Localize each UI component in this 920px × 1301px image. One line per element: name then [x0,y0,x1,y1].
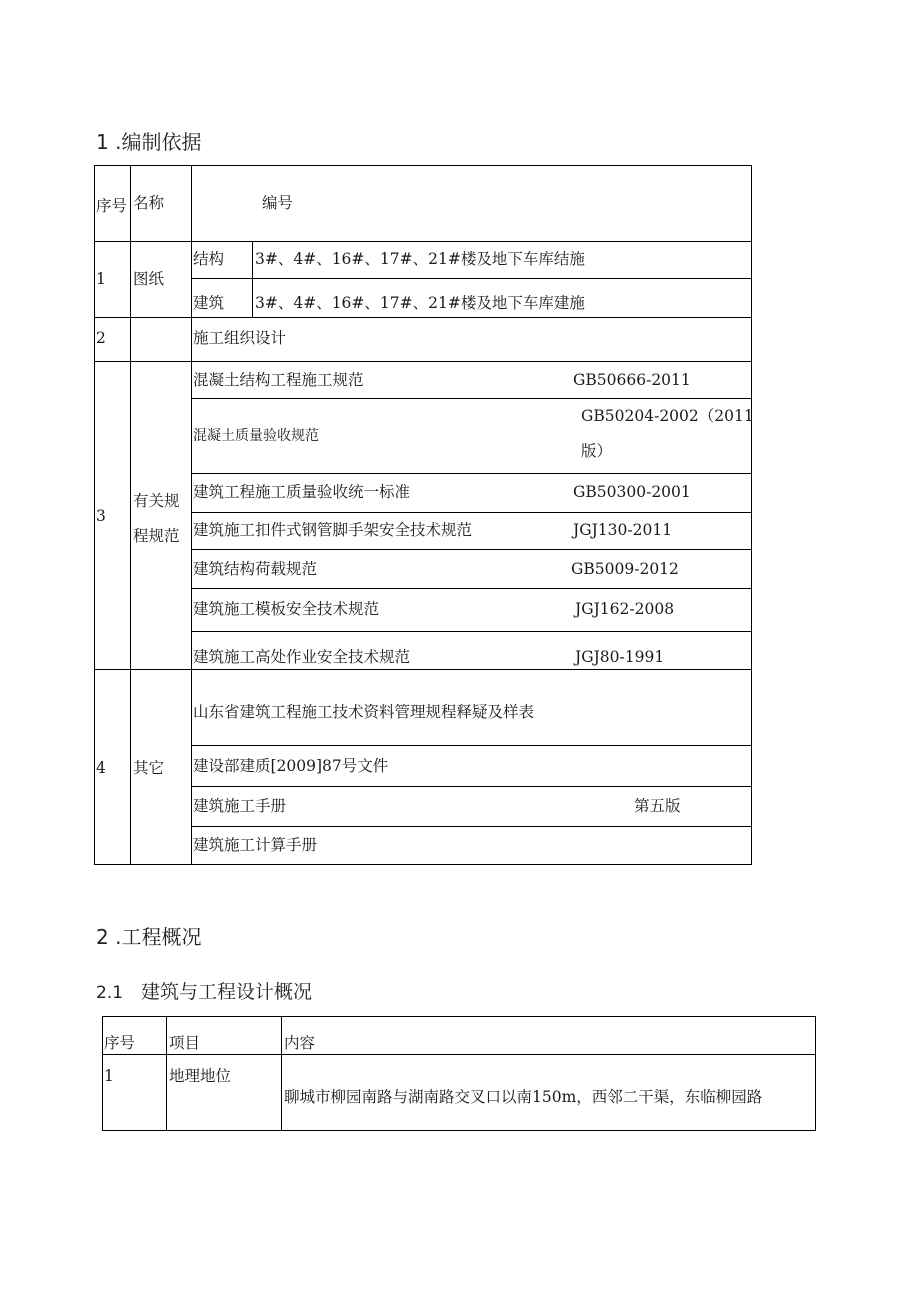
standard-name: 混凝土结构工程施工规范 [193,371,364,389]
standard-name: 混凝土质量验收规范 [193,428,319,444]
standard-code: JGJ162-2008 [575,600,675,618]
row1-name: 图纸 [133,270,165,288]
row1-structure-label: 结构 [193,250,225,268]
reference-name: 建筑施工手册 [193,797,287,815]
reference-name: 山东省建筑工程施工技术资料管理规程释疑及样表 [193,703,535,721]
standard-code-line2: 版） [581,442,613,460]
reference-name: 建筑施工计算手册 [193,836,318,854]
subsection-number: 2.1 [96,983,124,1003]
row4-seq: 4 [96,759,106,777]
row3-name-line1: 有关规 [133,492,180,510]
standard-name: 建筑施工扣件式钢管脚手架安全技术规范 [193,521,473,539]
overview-row-item: 地理地位 [169,1067,232,1085]
header-code: 编号 [262,194,294,212]
reference-edition: 第五版 [634,797,681,815]
section2-heading: 2 .工程概况 [96,925,202,949]
standard-name: 建筑工程施工质量验收统一标准 [193,483,411,501]
row3-name-line2: 程规范 [133,527,180,545]
row2-seq: 2 [96,329,106,347]
subsection-heading [96,977,312,1004]
standard-name: 建筑结构荷载规范 [193,560,318,578]
row1-structure-content: 3#、4#、16#、17#、21#楼及地下车库结施 [255,250,585,268]
standard-code: JGJ80-1991 [575,648,665,666]
standard-name: 建筑施工高处作业安全技术规范 [193,648,411,666]
overview-row-seq: 1 [104,1067,114,1085]
row1-seq: 1 [96,270,106,288]
standard-code: JGJ130-2011 [573,521,673,539]
section1-heading: 1 .编制依据 [96,130,202,154]
row3-seq: 3 [96,507,106,525]
reference-name: 建设部建质[2009]87号文件 [193,757,389,775]
row4-name: 其它 [133,759,165,777]
standard-code: GB50300-2001 [573,483,691,501]
header-name: 名称 [133,194,165,212]
header-seq: 序号 [96,197,128,215]
standard-code: GB5009-2012 [571,560,679,578]
subsection-title: 建筑与工程设计概况 [141,981,313,1003]
row1-arch-label: 建筑 [193,294,225,312]
standard-name: 建筑施工模板安全技术规范 [193,600,380,618]
overview-header-seq: 序号 [104,1034,136,1052]
overview-row-content: 聊城市柳园南路与湖南路交叉口以南150m，西邻二干渠，东临柳园路 [284,1088,763,1106]
standard-code-line1: GB50204-2002（2011 [581,407,754,425]
overview-header-content: 内容 [284,1034,316,1052]
overview-header-item: 项目 [169,1034,201,1052]
row1-arch-content: 3#、4#、16#、17#、21#楼及地下车库建施 [255,294,585,312]
standard-code: GB50666-2011 [573,371,691,389]
row2-content: 施工组织设计 [193,329,287,347]
